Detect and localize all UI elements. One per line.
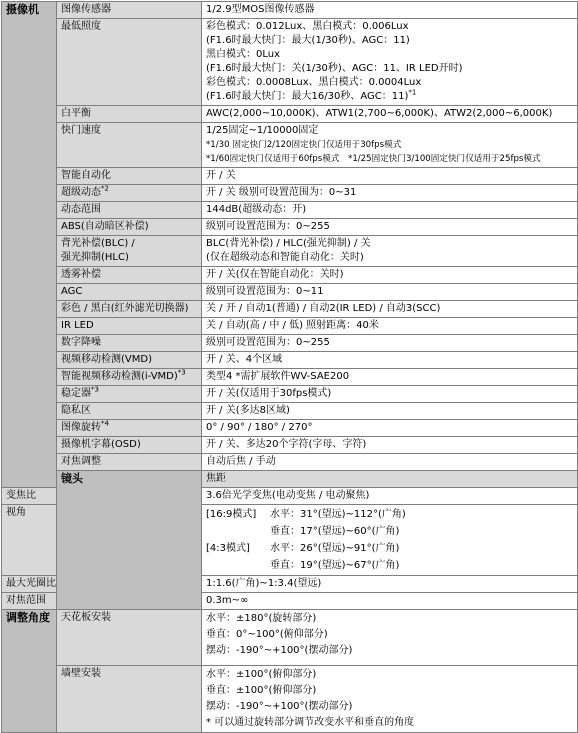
row-sensor [2,2,578,19]
ceiling-line-1: 水平：±180°(旋转部分) [206,613,317,624]
value-illumination [202,19,578,106]
label-blc [57,236,202,267]
label-ivmd-cell [57,369,202,386]
row-white-balance [2,106,578,123]
footnote-4: *4 [101,419,109,428]
row-wall [2,666,578,733]
value-wall [202,666,578,733]
row-ceiling [2,610,578,666]
value-agc: 级别可设置范围为：0~11 [202,284,578,301]
illum-line-6-wrap [206,90,573,104]
value-fog: 开 / 关(仅在智能自动化：关时) [202,267,578,284]
label-vmd: 视频移动检测(VMD) [57,352,202,369]
label-white-balance: 白平衡 [57,106,202,123]
label-agc: AGC [57,284,202,301]
label-super-dynamic: 超级动态 [61,187,101,198]
section-lens: 镜头 [57,471,202,610]
row-stabilizer [2,386,578,403]
section-camera: 摄像机 [2,2,57,488]
row-agc [2,284,578,301]
view-169-vertical: 垂直：17°(望远)~60°(广角) [270,526,400,537]
value-ivmd: 类型4 *需扩展软件WV-SAE200 [202,369,578,386]
label-wall: 墙壁安装 [57,666,202,733]
label-focus-range: 对焦范围 [2,593,57,610]
label-fog: 透雾补偿 [57,267,202,284]
label-ceiling: 天花板安装 [57,610,202,666]
label-sensor: 图像传感器 [57,2,202,19]
value-vmd: 开 / 关、4个区域 [202,352,578,369]
row-illumination [2,19,578,106]
row-ivmd [2,369,578,386]
label-ivmd: 智能视频移动检测(i-VMD) [61,371,178,382]
wall-line-3: 摆动：-190°~+100°(摆动部分) [206,701,353,712]
illum-line-5: 彩色模式：0.0008Lux、黑白模式：0.0004Lux [206,77,422,88]
label-stabilizer-cell [57,386,202,403]
value-rotation: 0° / 90° / 180° / 270° [202,420,578,437]
view-43-vertical: 垂直：19°(望远)~67°(广角) [270,560,400,571]
label-privacy: 隐私区 [57,403,202,420]
label-rotation-cell [57,420,202,437]
value-shutter [202,123,578,168]
row-color-bw [2,301,578,318]
view-43-horizontal: [4:3模式] 水平：26°(望远)~91°(广角) [206,543,400,554]
value-super-dynamic: 开 / 关 级别可设置范围为：0~31 [202,185,578,202]
value-white-balance: AWC(2,000~10,000K)、ATW1(2,700~6,000K)、ATW2(2,000~6,000K) [202,106,578,123]
value-blc [202,236,578,267]
row-dynamic-range [2,202,578,219]
label-dnr: 数字降噪 [57,335,202,352]
footnote-2: *2 [101,184,109,193]
row-blc [2,236,578,267]
row-dnr [2,335,578,352]
label-aperture: 最大光圈比 [2,576,57,593]
value-stabilizer: 开 / 关(仅适用于30fps模式) [202,386,578,403]
illum-line-6: (F1.6时最大快门：最大16/30秒、AGC：11) [206,91,409,102]
label-focal: 焦距 [202,471,578,488]
blc-line-2: (仅在超级动态和智能自动化：关时) [206,252,364,263]
label-blc-line-2: 强光抑制(HLC) [61,252,129,263]
label-view-angle: 视角 [2,505,57,576]
section-adjust: 调整角度 [2,610,57,733]
value-focus-adjust: 自动后焦 / 手动 [202,454,578,471]
value-view-angle [202,505,578,576]
wall-line-4: * 可以通过旋转部分调节改变水平和垂直的角度 [206,717,415,728]
shutter-line-2: *1/30 固定快门2/120固定快门仅适用于30fps模式 [206,140,402,150]
value-color-bw: 关 / 开 / 自动1(普通) / 自动2(IR LED) / 自动3(SCC) [202,301,578,318]
value-zoom: 3.6倍光学变焦(电动变焦 / 电动聚焦) [202,488,578,505]
value-osd: 开 / 关、多达20个字符(字母、字符) [202,437,578,454]
label-rotation: 图像旋转 [61,422,101,433]
row-vmd [2,352,578,369]
label-focus-adjust: 对焦调整 [57,454,202,471]
shutter-line-1: 1/25固定~1/10000固定 [206,125,319,136]
ceiling-line-3: 摆动：-190°~+100°(摆动部分) [206,645,353,656]
illum-line-1: 彩色模式：0.012Lux、黑白模式：0.006Lux [206,21,409,32]
row-osd [2,437,578,454]
view-169-horizontal: [16:9模式] 水平：31°(望远)~112°(广角) [206,509,406,520]
row-intelligent-auto [2,168,578,185]
label-color-bw: 彩色 / 黑白(红外滤光切换器) [57,301,202,318]
label-shutter: 快门速度 [57,123,202,168]
label-stabilizer: 稳定器 [61,388,91,399]
value-ceiling [202,610,578,666]
row-privacy [2,403,578,420]
illum-line-3: 黑白模式：0Lux [206,49,281,60]
illum-line-4: (F1.6时最大快门：关(1/30秒)、AGC：11、IR LED开时) [206,63,463,74]
wall-line-2: 垂直：±100°(俯仰部分) [206,685,317,696]
label-osd: 摄像机字幕(OSD) [57,437,202,454]
label-intelligent-auto: 智能自动化 [57,168,202,185]
value-ir-led: 关 / 自动(高 / 中 / 低) 照射距离：40米 [202,318,578,335]
ceiling-line-2: 垂直：0°~100°(俯仰部分) [206,629,328,640]
illum-line-2: (F1.6时最大快门：最大(1/30秒)、AGC：11) [206,35,410,46]
value-dnr: 级别可设置范围为：0~255 [202,335,578,352]
value-aperture: 1:1.6(广角)~1:3.4(望远) [202,576,578,593]
label-ir-led: IR LED [57,318,202,335]
shutter-line-3: *1/60固定快门仅适用于60fps模式 *1/25固定快门3/100固定快门仅适用于25fps模式 [206,154,541,164]
row-rotation [2,420,578,437]
label-super-dynamic-cell [57,185,202,202]
row-focal [2,471,578,488]
spec-table [1,1,578,733]
value-focus-range: 0.3m~∞ [202,593,578,610]
label-abs: ABS(自动暗区补偿) [57,219,202,236]
value-privacy: 开 / 关(多达8区域) [202,403,578,420]
value-abs: 级别可设置范围为：0~255 [202,219,578,236]
row-shutter [2,123,578,168]
value-sensor: 1/2.9型MOS图像传感器 [202,2,578,19]
value-intelligent-auto: 开 / 关 [202,168,578,185]
value-dynamic-range: 144dB(超级动态：开) [202,202,578,219]
row-abs [2,219,578,236]
footnote-3b: *3 [91,385,99,394]
label-dynamic-range: 动态范围 [57,202,202,219]
row-ir-led [2,318,578,335]
row-focus-adjust [2,454,578,471]
row-fog [2,267,578,284]
blc-line-1: BLC(背光补偿) / HLC(强光抑制) / 关 [206,238,371,249]
label-blc-line-1: 背光补偿(BLC) / [61,238,135,249]
wall-line-1: 水平：±100°(俯仰部分) [206,669,317,680]
row-super-dynamic [2,185,578,202]
label-zoom: 变焦比 [2,488,57,505]
footnote-1: *1 [408,88,417,97]
footnote-3a: *3 [177,368,186,377]
label-illumination: 最低照度 [57,19,202,106]
